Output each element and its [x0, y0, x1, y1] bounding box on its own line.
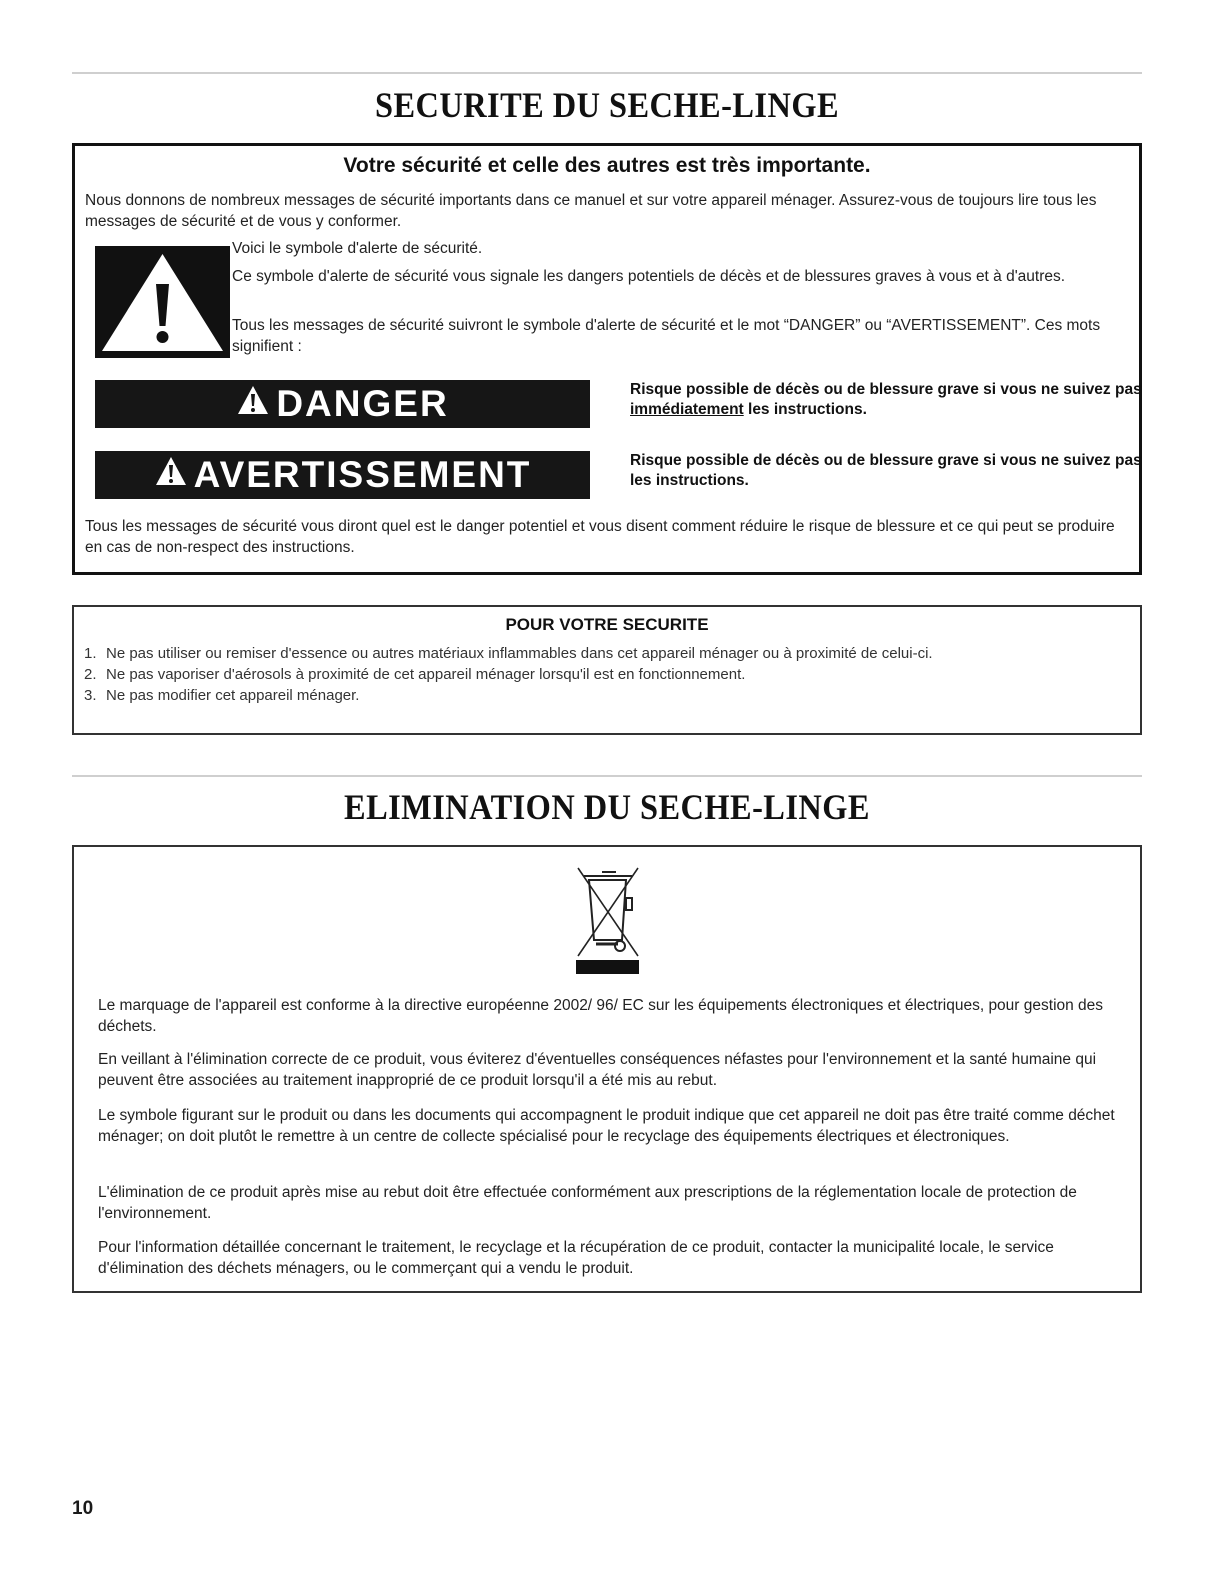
page-number: 10 — [72, 1498, 94, 1519]
list-item: 2. Ne pas vaporiser d'aérosols à proximité de cet appareil ménager lorsqu'il est en fonctionnement. — [84, 666, 746, 683]
top-rule — [72, 72, 1142, 74]
warning-label: AVERTISSEMENT — [193, 454, 532, 495]
disposal-box — [72, 845, 1142, 1293]
danger-text-emphasis: immédiatement — [630, 401, 744, 418]
danger-description — [630, 380, 1145, 420]
symbol-line-2: Ce symbole d'alerte de sécurité vous signale les dangers potentiels de décès et de blessures graves à vous et à d'autres. — [232, 268, 1066, 285]
safety-importance-box — [72, 143, 1142, 575]
weee-bar — [576, 960, 639, 974]
warning-banner — [95, 451, 590, 499]
danger-banner — [95, 380, 590, 428]
danger-label: DANGER — [276, 383, 449, 424]
disposal-paragraph: Pour l'information détaillée concernant le traitement, le recyclage et la récupération de ce produit, contacter la municipalité locale, le service d'élimination des déchets ménagers, ou le commerçant qui a vendu le produit. — [98, 1239, 1054, 1277]
warning-description: Risque possible de décès ou de blessure grave si vous ne suivez pas les instructions. — [630, 452, 1142, 489]
symbol-line-3: Tous les messages de sécurité suivront le symbole d'alerte de sécurité et le mot “DANGER” ou “AVERTISSEMENT”. Ces mots signifient : — [232, 317, 1101, 355]
disposal-paragraph: L'élimination de ce produit après mise au rebut doit être effectuée conformément aux prescriptions de la réglementation locale de protection de l'environnement. — [98, 1184, 1077, 1222]
box-heading: Votre sécurité et celle des autres est très importante. — [343, 154, 871, 177]
danger-text-before: Risque possible de décès ou de blessure grave si vous ne suivez pas — [630, 381, 1142, 398]
disposal-paragraph: Le symbole figurant sur le produit ou dans les documents qui accompagnent le produit indique que cet appareil ne doit pas être traité comme déchet ménager; on doit plutôt le remettre à un centre de collecte spécialisé pour le recyclage des équipements électriques et électroniques. — [98, 1107, 1115, 1145]
disposal-paragraph: Le marquage de l'appareil est conforme à la directive européenne 2002/ 96/ EC sur les équipements électroniques et électriques, pour gestion des déchets. — [98, 997, 1104, 1035]
symbol-line-1: Voici le symbole d'alerte de sécurité. — [232, 240, 483, 257]
safety-list — [84, 643, 933, 706]
safety-heading: POUR VOTRE SECURITE — [505, 615, 709, 634]
section-title-safety: SECURITE DU SECHE-LINGE — [374, 85, 840, 125]
safety-alert-symbol-icon — [95, 246, 230, 358]
list-item: 1. Ne pas utiliser ou remiser d'essence ou autres matériaux inflammables dans cet appareil ménager ou à proximité de celui-ci. — [84, 645, 933, 662]
weee-crossed-bin-icon — [574, 862, 644, 962]
box-closing: Tous les messages de sécurité vous diront quel est le danger potentiel et vous disent comment réduire le risque de blessure et ce qui peut se produire en cas de non-respect des instructions. — [85, 518, 1115, 556]
middle-rule — [72, 775, 1142, 777]
disposal-paragraph: En veillant à l'élimination correcte de ce produit, vous éviterez d'éventuelles conséquences néfastes pour l'environnement et la santé humaine qui peuvent être associées au traitement inapproprié de ce produit lorsqu'il a été mis au rebut. — [98, 1051, 1097, 1089]
section-title-disposal: ELIMINATION DU SECHE-LINGE — [344, 787, 870, 827]
danger-text-after: les instructions. — [743, 401, 867, 418]
box-intro: Nous donnons de nombreux messages de sécurité importants dans ce manuel et sur votre appareil ménager. Assurez-vous de toujours lire tous les messages de sécurité et de vous y conformer. — [85, 192, 1097, 230]
safety-instructions-box — [72, 605, 1142, 735]
warning-triangle-icon — [154, 454, 188, 496]
list-item: 3. Ne pas modifier cet appareil ménager. — [84, 687, 360, 704]
danger-triangle-icon — [236, 383, 270, 425]
